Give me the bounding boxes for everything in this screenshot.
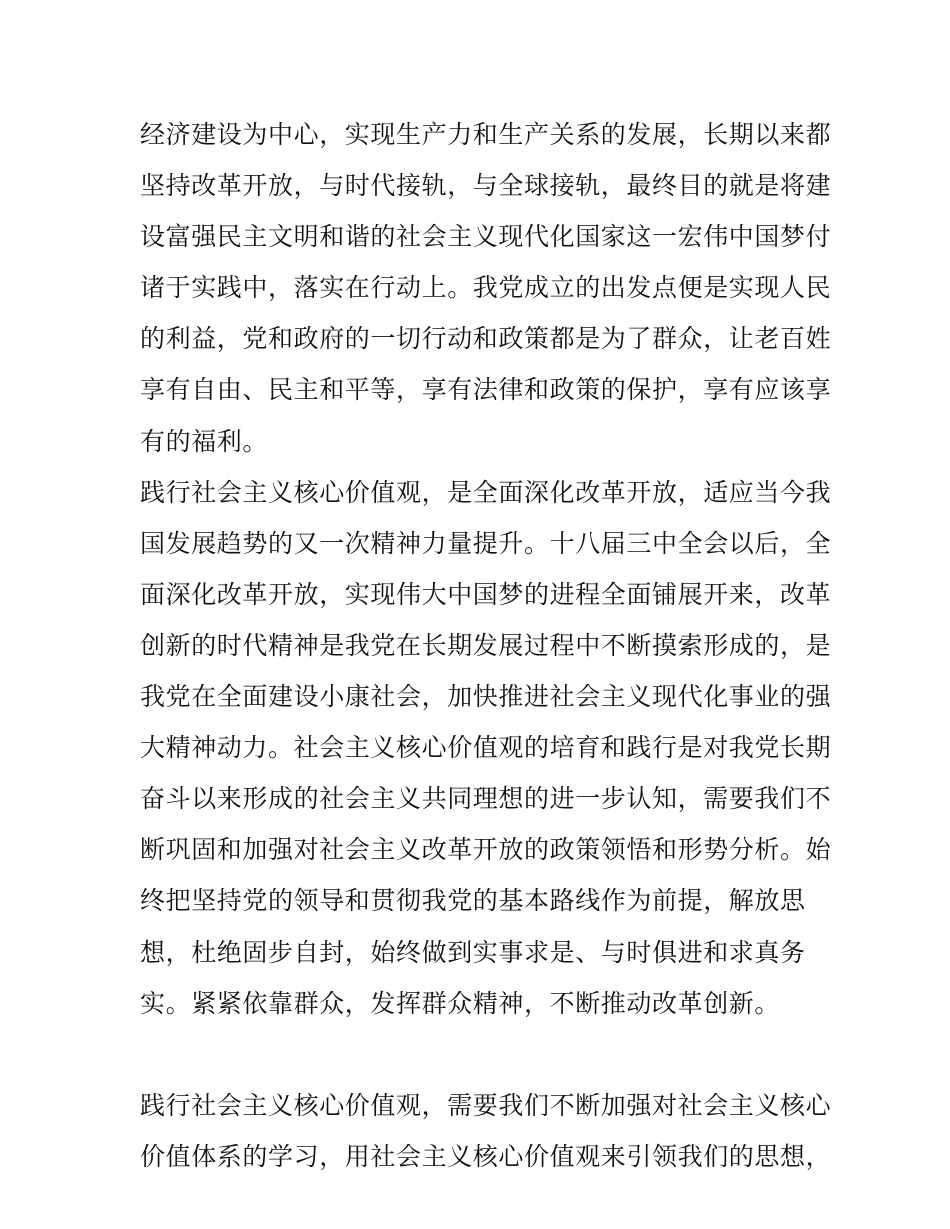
text-line: 的利益，党和政府的一切行动和政策都是为了群众，让老百姓 [140, 324, 832, 354]
document-body [140, 109, 832, 1182]
text-line: 我党在全面建设小康社会，加快推进社会主义现代化事业的强 [140, 682, 832, 712]
text-line: 大精神动力。社会主义核心价值观的培育和践行是对我党长期 [140, 733, 832, 763]
text-line: 断巩固和加强对社会主义改革开放的政策领悟和形势分析。始 [140, 835, 832, 865]
text-line: 实。紧紧依靠群众，发挥群众精神，不断推动改革创新。 [140, 988, 781, 1018]
paragraph [140, 1080, 832, 1182]
paragraph [140, 109, 832, 467]
text-line: 想，杜绝固步自封，始终做到实事求是、与时俱进和求真务 [140, 937, 806, 967]
text-line: 享有自由、民主和平等，享有法律和政策的保护，享有应该享 [140, 375, 832, 405]
text-line: 国发展趋势的又一次精神力量提升。十八届三中全会以后，全 [140, 528, 832, 558]
text-line: 经济建设为中心，实现生产力和生产关系的发展，长期以来都 [140, 120, 832, 149]
text-line: 面深化改革开放，实现伟大中国梦的进程全面铺展开来，改革 [140, 579, 832, 609]
text-line: 践行社会主义核心价值观，是全面深化改革开放，适应当今我 [140, 477, 832, 507]
text-line: 奋斗以来形成的社会主义共同理想的进一步认知，需要我们不 [140, 784, 832, 814]
text-line: 终把坚持党的领导和贯彻我党的基本路线作为前提，解放思 [140, 886, 806, 916]
text-line [140, 1029, 820, 1080]
text-line: 创新的时代精神是我党在长期发展过程中不断摸索形成的，是 [140, 630, 832, 660]
text-line: 践行社会主义核心价值观，需要我们不断加强对社会主义核心 [140, 1090, 832, 1120]
text-line: 价值体系的学习，用社会主义核心价值观来引领我们的思想， [140, 1141, 832, 1171]
text-line: 诸于实践中，落实在行动上。我党成立的出发点便是实现人民 [140, 273, 832, 303]
text-line: 设富强民主文明和谐的社会主义现代化国家这一宏伟中国梦付 [140, 222, 832, 252]
paragraph [140, 467, 832, 1080]
text-line: 有的福利。 [140, 426, 269, 456]
text-line: 坚持改革开放，与时代接轨，与全球接轨，最终目的就是将建 [140, 171, 832, 201]
